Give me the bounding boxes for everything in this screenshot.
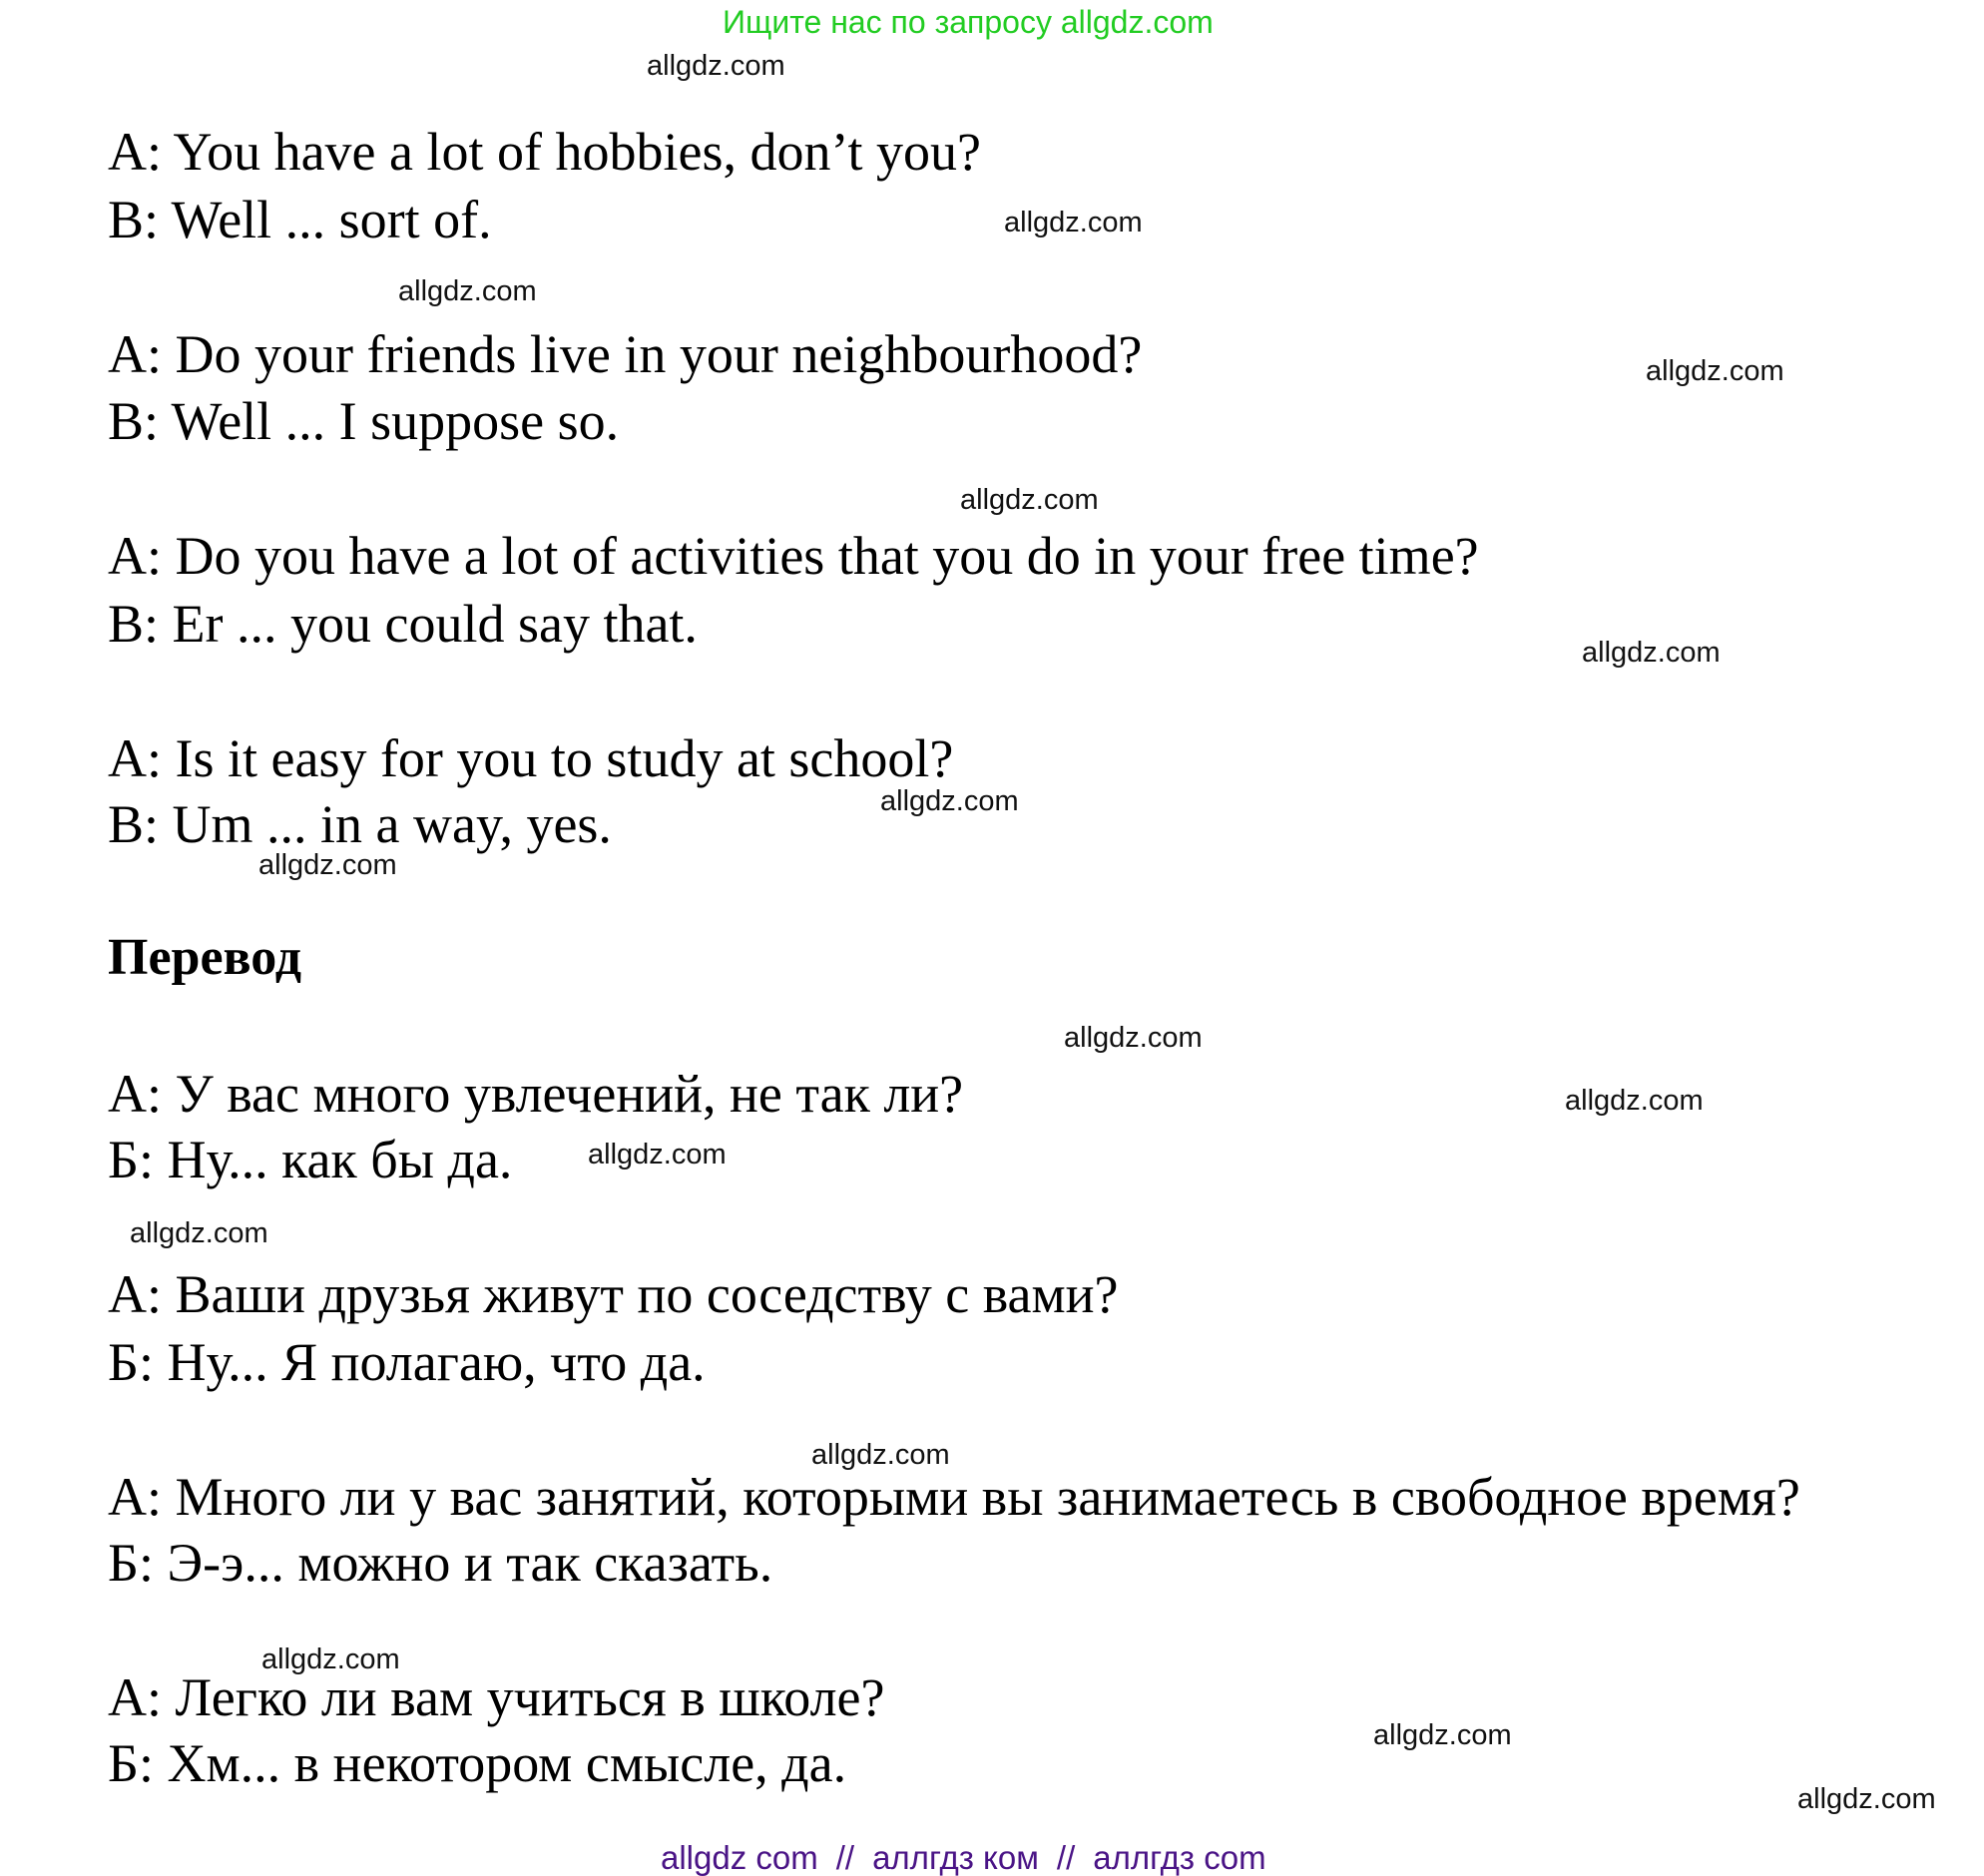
dialogue-ru-1-a: А: У вас много увлечений, не так ли? bbox=[108, 1064, 964, 1124]
watermark: allgdz.com bbox=[1646, 355, 1784, 387]
watermark: allgdz.com bbox=[1565, 1085, 1704, 1117]
watermark: allgdz.com bbox=[1797, 1783, 1936, 1815]
dialogue-en-3-b: B: Er ... you could say that. bbox=[108, 594, 698, 654]
watermark: allgdz.com bbox=[1373, 1719, 1512, 1751]
dialogue-ru-2-a: А: Ваши друзья живут по соседству с вами? bbox=[108, 1264, 1119, 1324]
dialogue-ru-3-b: Б: Э-э... можно и так сказать. bbox=[108, 1533, 773, 1593]
dialogue-ru-4-a: А: Легко ли вам учиться в школе? bbox=[108, 1667, 885, 1727]
footer-separator: // bbox=[835, 1839, 855, 1876]
dialogue-en-2-a: A: Do your friends live in your neighbourhood? bbox=[108, 324, 1143, 384]
dialogue-en-1-a: A: You have a lot of hobbies, don’t you? bbox=[108, 122, 981, 182]
dialogue-en-1-b: B: Well ... sort of. bbox=[108, 190, 492, 249]
watermark: allgdz.com bbox=[1004, 207, 1143, 238]
footer-links bbox=[661, 1841, 1266, 1874]
dialogue-ru-3-a: А: Много ли у вас занятий, которыми вы занимаетесь в свободное время? bbox=[108, 1467, 1800, 1527]
dialogue-en-4-a: A: Is it easy for you to study at school? bbox=[108, 728, 954, 788]
watermark: allgdz.com bbox=[1064, 1022, 1203, 1054]
footer-part-3: аллгдз com bbox=[1093, 1839, 1266, 1876]
watermark: allgdz.com bbox=[130, 1217, 268, 1249]
translation-heading: Перевод bbox=[108, 929, 302, 986]
watermark: allgdz.com bbox=[398, 275, 537, 307]
promo-banner: Ищите нас по запросу allgdz.com bbox=[723, 4, 1214, 40]
watermark: allgdz.com bbox=[258, 849, 397, 881]
dialogue-en-4-b: B: Um ... in a way, yes. bbox=[108, 794, 612, 854]
footer-part-2: аллгдз ком bbox=[872, 1839, 1039, 1876]
watermark: allgdz.com bbox=[261, 1643, 400, 1675]
dialogue-ru-2-b: Б: Ну... Я полагаю, что да. bbox=[108, 1332, 706, 1392]
watermark: allgdz.com bbox=[1582, 637, 1721, 669]
dialogue-en-2-b: B: Well ... I suppose so. bbox=[108, 391, 620, 451]
watermark: allgdz.com bbox=[588, 1139, 727, 1171]
dialogue-ru-4-b: Б: Хм... в некотором смысле, да. bbox=[108, 1733, 847, 1793]
watermark: allgdz.com bbox=[960, 484, 1099, 516]
dialogue-en-3-a: A: Do you have a lot of activities that you do in your free time? bbox=[108, 526, 1479, 586]
watermark: allgdz.com bbox=[880, 785, 1019, 817]
footer-separator: // bbox=[1056, 1839, 1076, 1876]
watermark: allgdz.com bbox=[811, 1439, 950, 1471]
footer-part-1: allgdz com bbox=[661, 1839, 818, 1876]
dialogue-ru-1-b: Б: Ну... как бы да. bbox=[108, 1130, 513, 1189]
watermark: allgdz.com bbox=[647, 50, 785, 82]
